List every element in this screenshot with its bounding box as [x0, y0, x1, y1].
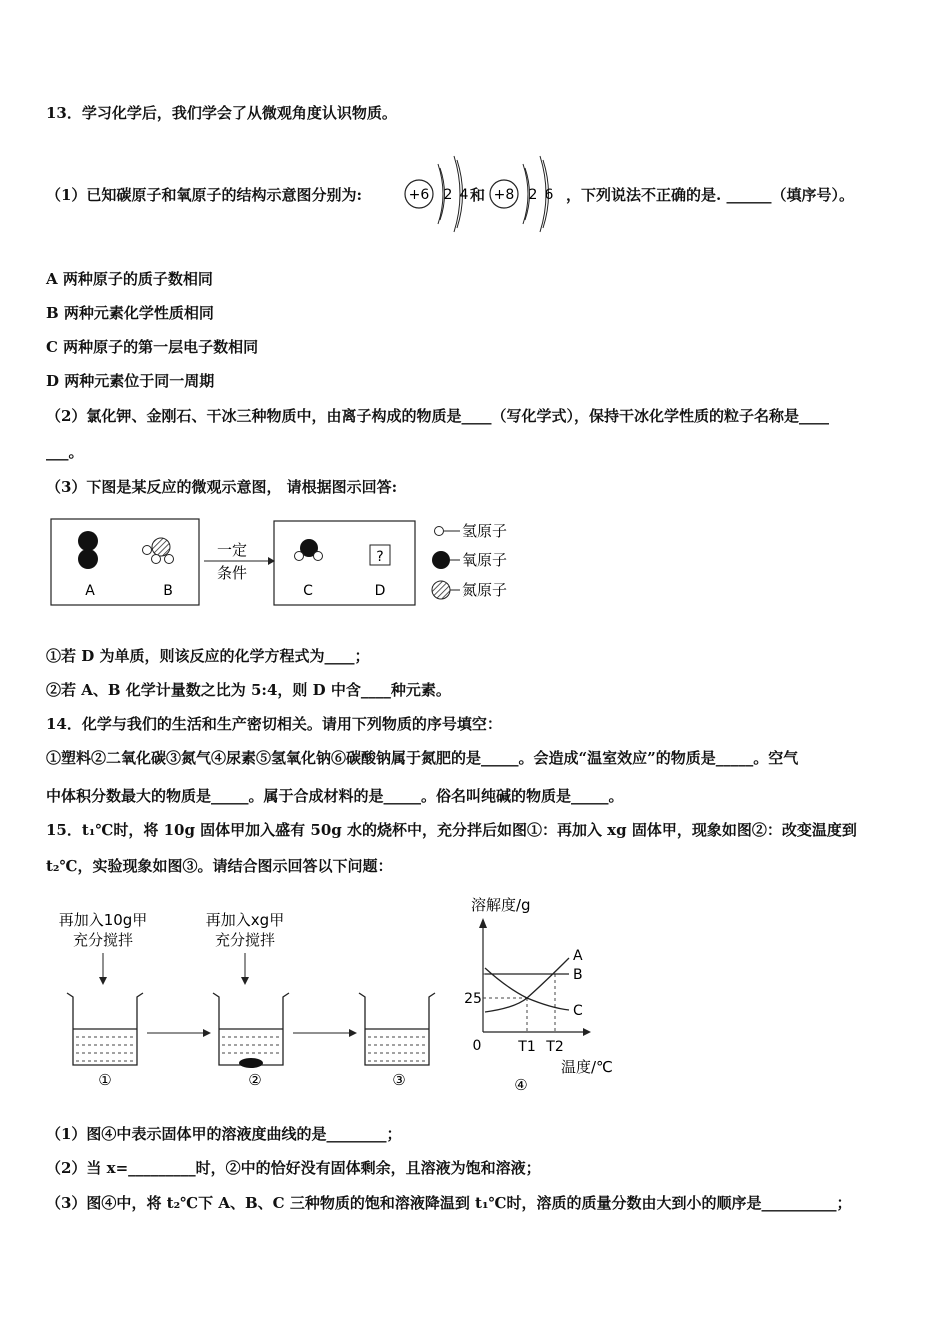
q13-part1-mid: 和 [470, 186, 486, 204]
curve-a-label: A [573, 948, 583, 964]
oxygen-shell1-count: 2 [528, 187, 538, 203]
q13-sub2: ②若 A、B 化学计量数之比为 5:4，则 D 中含____种元素。 [46, 681, 451, 699]
legend-oxygen-icon [432, 551, 450, 569]
graph-x-arrow [583, 1028, 591, 1036]
arrow-condition-top: 一定 [216, 541, 248, 559]
carbon-shell2-count: 4 [459, 187, 469, 203]
beaker-2 [213, 993, 289, 1068]
q13-part2-line1: （2）氯化钾、金刚石、干冰三种物质中，由离子构成的物质是____（写化学式），保持干冰化学性质的粒子名称是____ [46, 407, 829, 425]
graph-x-label: 温度/℃ [561, 1058, 613, 1076]
label-d: D [374, 583, 386, 599]
legend-oxygen-label: 氧原子 [462, 551, 508, 569]
q15-line1: 15．t₁℃时，将 10g 固体甲加入盛有 50g 水的烧杯中，充分拌后如图①：再加入 xg 固体甲，现象如图②：改变温度到 [46, 821, 857, 839]
step2-top-text: 再加入xg甲 [205, 911, 285, 929]
molecule-b-hydrogen-3 [165, 555, 174, 564]
legend-hydrogen-icon [435, 527, 444, 536]
curve-b-label: B [573, 967, 583, 983]
legend-nitrogen-icon [432, 581, 450, 599]
beaker-2-label: ② [248, 1071, 262, 1089]
q13-part3: （3）下图是某反应的微观示意图， 请根据图示回答: [46, 478, 398, 496]
undissolved-solid [239, 1058, 263, 1068]
q15-answer-3: （3）图④中，将 t₂℃下 A、B、C 三种物质的饱和溶液降温到 t₁℃时，溶质的质量分数由大到小的顺序是__________； [46, 1194, 852, 1212]
graph-y-arrow [479, 918, 487, 928]
solubility-graph [455, 890, 630, 1100]
molecule-a-atom-2 [78, 549, 98, 569]
q13-title: 13．学习化学后，我们学会了从微观角度认识物质。 [46, 104, 397, 122]
molecule-c-hydrogen-2 [314, 552, 323, 561]
label-b: B [163, 583, 173, 599]
molecule-b-hydrogen-1 [143, 546, 152, 555]
oxygen-atom-diagram [486, 150, 562, 238]
label-a: A [85, 583, 95, 599]
beaker-experiment-figure [55, 905, 445, 1095]
step1-top-text: 再加入10g甲 [58, 911, 148, 929]
q13-option-a: A 两种原子的质子数相同 [46, 270, 213, 288]
unknown-mark: ? [376, 549, 384, 565]
arrow-1-to-2 [203, 1029, 211, 1037]
q15-answer-1: （1）图④中表示固体甲的溶液度曲线的是________； [46, 1125, 402, 1143]
reaction-diagram [50, 515, 540, 610]
q15-line2: t₂℃，实验现象如图③。请结合图示回答以下问题： [46, 857, 393, 875]
graph-tick-t2: T2 [546, 1039, 564, 1055]
molecule-a-atom-1 [78, 531, 98, 551]
q13-part1 [46, 185, 362, 205]
beaker-3-label: ③ [392, 1071, 406, 1089]
carbon-atom-diagram [402, 150, 474, 238]
carbon-nucleus-charge: +6 [408, 187, 430, 203]
molecule-c-hydrogen-1 [295, 552, 304, 561]
q13-part1-post: ，下列说法不正确的是. ______（填序号）。 [566, 186, 854, 204]
step2-down-arrow [241, 977, 249, 985]
q15-answer-2: （2）当 x=_________时，②中的恰好没有固体剩余，且溶液为饱和溶液； [46, 1159, 541, 1177]
graph-tick-t1: T1 [518, 1039, 536, 1055]
graph-figure-label: ④ [514, 1076, 528, 1094]
reactants-box [51, 519, 199, 605]
q14-title: 14．化学与我们的生活和生产密切相关。请用下列物质的序号填空： [46, 715, 502, 733]
molecule-b-nitrogen [152, 538, 170, 556]
carbon-shell1-count: 2 [443, 187, 453, 203]
arrow-2-to-3 [349, 1029, 357, 1037]
curve-c-label: C [573, 1003, 583, 1019]
legend-nitrogen-label: 氮原子 [462, 581, 508, 599]
beaker-3 [359, 993, 435, 1065]
q13-sub1: ①若 D 为单质，则该反应的化学方程式为____； [46, 647, 370, 665]
step1-bottom-text: 充分搅拌 [72, 931, 134, 949]
oxygen-nucleus-charge: +8 [493, 187, 515, 203]
beaker-1 [67, 993, 143, 1065]
graph-y-tick-25: 25 [464, 991, 482, 1007]
graph-origin: 0 [472, 1038, 482, 1054]
q13-option-c: C 两种原子的第一层电子数相同 [46, 338, 259, 356]
q14-line1: ①塑料②二氧化碳③氮气④尿素⑤氢氧化钠⑥碳酸钠属于氮肥的是_____。会造成“温室效应”的物质是_____。空气 [46, 749, 799, 767]
graph-y-label: 溶解度/g [471, 896, 531, 914]
step2-bottom-text: 充分搅拌 [214, 931, 276, 949]
q14-line2: 中体积分数最大的物质是_____。属于合成材料的是_____。俗名叫纯碱的物质是_____。 [46, 787, 624, 805]
curve-a [485, 958, 569, 1012]
step1-down-arrow [99, 977, 107, 985]
q13-part1-pre: （1）已知碳原子和氧原子的结构示意图分别为: [46, 186, 362, 204]
arrow-condition-bottom: 条件 [216, 564, 248, 582]
molecule-b-hydrogen-2 [152, 555, 161, 564]
label-c: C [303, 583, 313, 599]
q13-part2-line2: ___。 [46, 443, 84, 461]
q13-option-d: D 两种元素位于同一周期 [46, 372, 215, 390]
q13-option-b: B 两种元素化学性质相同 [46, 304, 214, 322]
legend-hydrogen-label: 氢原子 [462, 522, 508, 540]
oxygen-shell2-count: 6 [544, 187, 554, 203]
products-box [274, 521, 415, 605]
beaker-1-label: ① [98, 1071, 112, 1089]
